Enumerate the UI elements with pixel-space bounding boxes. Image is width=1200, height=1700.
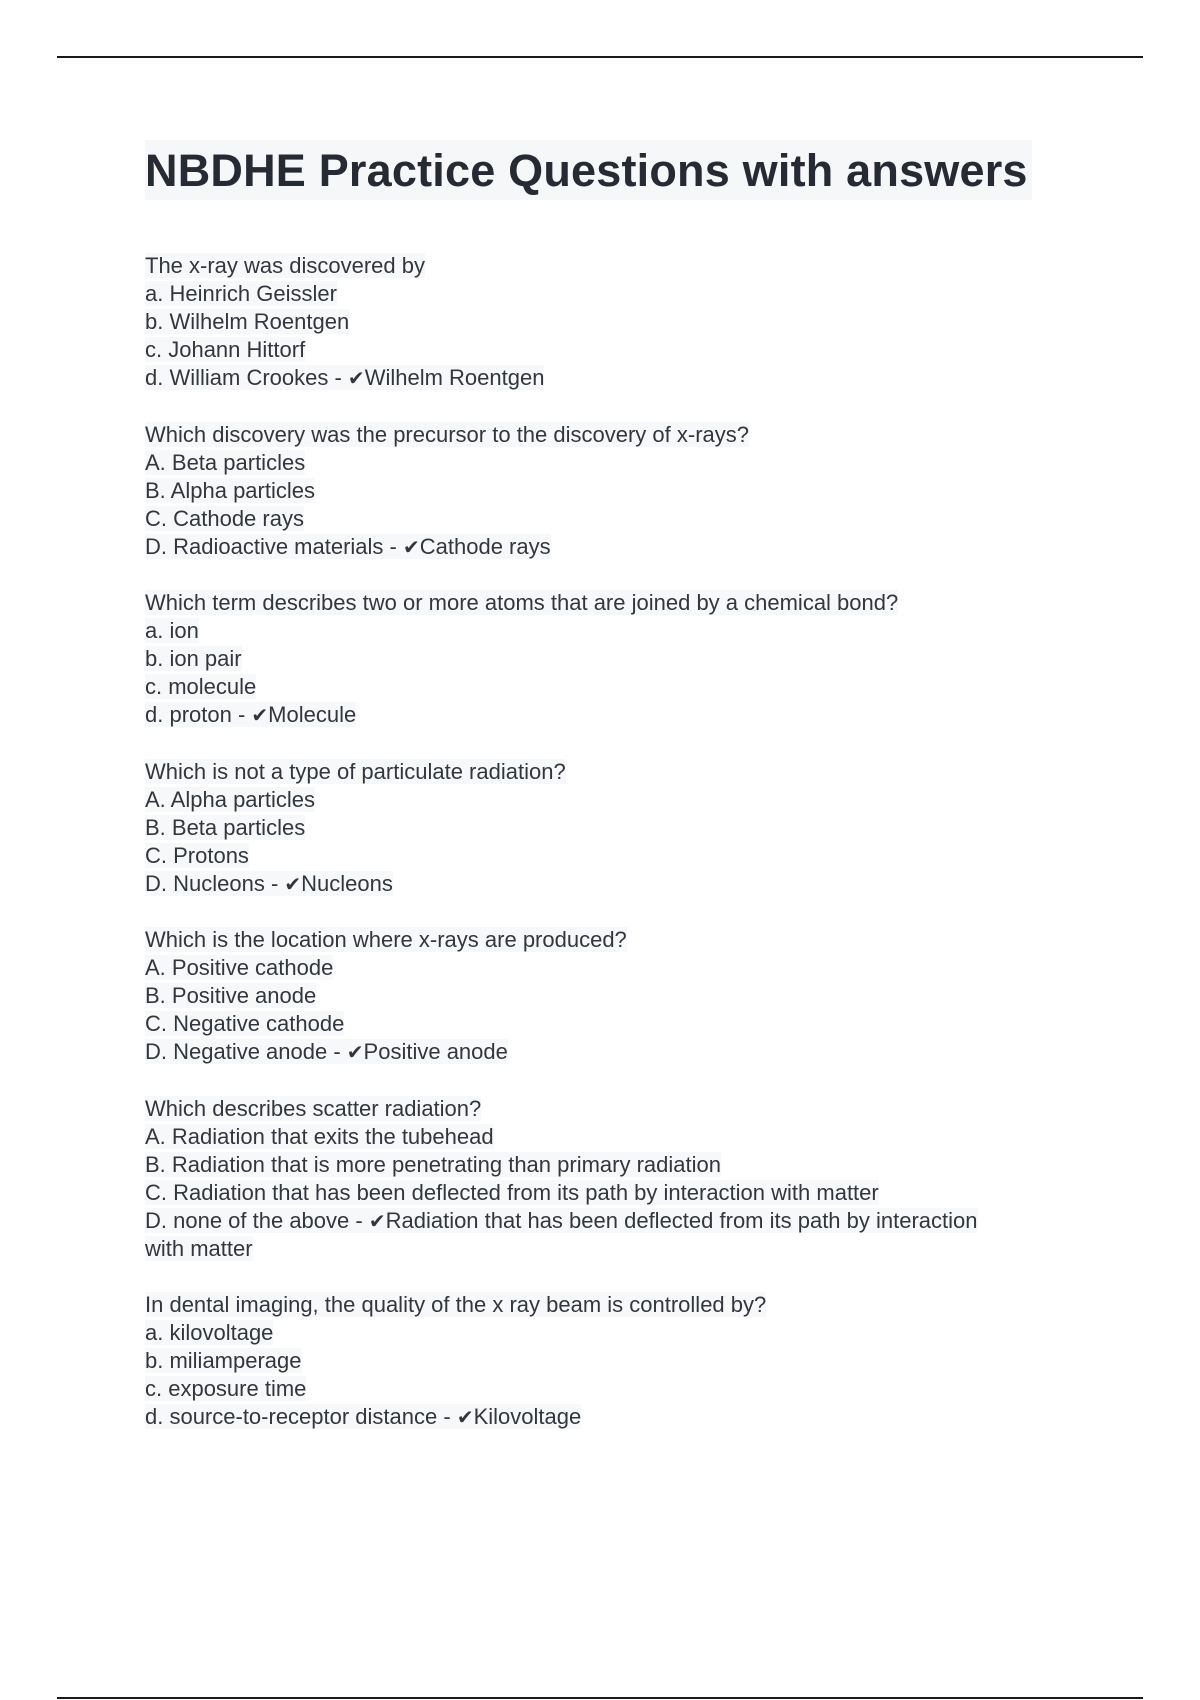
answer-option: C. Protons [145,842,249,868]
correct-answer: Kilovoltage [473,1404,582,1429]
answer-option: a. ion [145,618,199,643]
answer-option: B. Beta particles [145,814,306,840]
answer-option: b. ion pair [145,646,242,671]
question-block [145,1291,1095,1431]
question-prompt: Which describes scatter radiation? [145,1095,482,1121]
answer-option-with-key: D. Radioactive materials - ✔Cathode rays [145,533,551,559]
correct-answer: Cathode rays [419,533,551,559]
question-prompt: Which term describes two or more atoms that are joined by a chemical bond? [145,590,899,615]
checkmark-icon: ✔ [402,534,420,559]
answer-option: b. Wilhelm Roentgen [145,309,350,334]
answer-option: A. Radiation that exits the tubehead [145,1123,494,1149]
correct-answer: Molecule [268,702,357,727]
question-prompt: Which discovery was the precursor to the discovery of x-rays? [145,421,750,447]
bottom-rule [57,1697,1143,1699]
answer-option: c. Johann Hittorf [145,337,306,362]
answer-option: C. Radiation that has been deflected from its path by interaction with matter [145,1179,879,1205]
question-block [145,1095,1095,1263]
checkmark-icon: ✔ [346,1040,364,1064]
answer-option: A. Alpha particles [145,786,315,812]
correct-answer: Radiation that has been deflected from its path by interaction [385,1207,978,1233]
question-prompt: Which is the location where x-rays are produced? [145,927,627,952]
correct-answer: Nucleons [301,870,393,896]
question-block [145,926,1095,1066]
answer-option-with-key: D. Nucleons - ✔Nucleons [145,870,393,896]
answer-option: A. Beta particles [145,449,306,475]
answer-option: c. exposure time [145,1376,307,1401]
checkmark-icon: ✔ [456,1405,474,1429]
answer-option: B. Alpha particles [145,477,315,503]
answer-option: B. Radiation that is more penetrating than primary radiation [145,1151,721,1177]
question-block [145,252,1095,392]
question-prompt: Which is not a type of particulate radiation? [145,758,566,784]
question-prompt: In dental imaging, the quality of the x ray beam is controlled by? [145,1292,767,1317]
answer-option: c. molecule [145,674,257,699]
answer-option: C. Negative cathode [145,1011,345,1036]
question-prompt: The x-ray was discovered by [145,253,425,278]
question-block [145,421,1095,561]
answer-option-with-key: d. source-to-receptor distance - ✔Kilovoltage [145,1404,582,1429]
question-list [145,252,1095,1431]
answer-option: A. Positive cathode [145,955,334,980]
document-body [145,140,1095,1460]
answer-option: a. Heinrich Geissler [145,281,337,306]
question-block [145,758,1095,898]
checkmark-icon: ✔ [368,1208,386,1233]
checkmark-icon: ✔ [284,871,302,896]
checkmark-icon: ✔ [251,703,269,727]
question-block [145,589,1095,729]
answer-option: C. Cathode rays [145,505,304,531]
answer-option: a. kilovoltage [145,1320,274,1345]
correct-answer: Positive anode [363,1039,508,1064]
answer-option-with-key: D. Negative anode - ✔Positive anode [145,1039,508,1064]
checkmark-icon: ✔ [347,366,365,390]
top-rule [57,56,1143,58]
answer-option-with-key: d. proton - ✔Molecule [145,702,357,727]
answer-option: B. Positive anode [145,983,317,1008]
answer-option: b. miliamperage [145,1348,302,1373]
correct-answer-continued: with matter [145,1235,253,1261]
correct-answer: Wilhelm Roentgen [364,365,545,390]
document-title: NBDHE Practice Questions with answers [145,140,1032,200]
answer-option-with-key: d. William Crookes - ✔Wilhelm Roentgen [145,365,545,390]
answer-option-with-key: D. none of the above - ✔Radiation that has been deflected from its path by interaction [145,1207,978,1233]
